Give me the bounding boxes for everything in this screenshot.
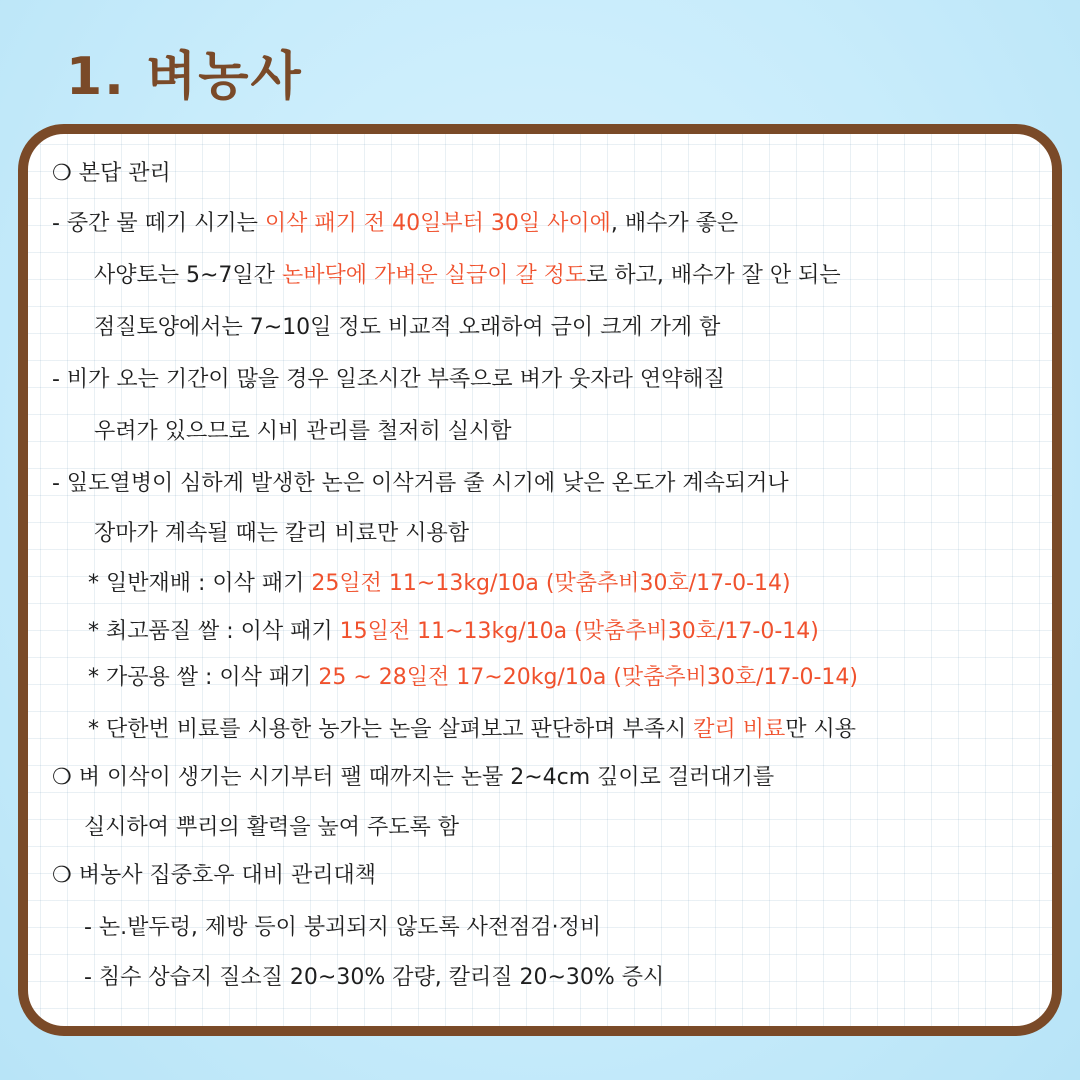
highlight-text: 25일전 11~13kg/10a (맞춤추비30호/17-0-14) (311, 571, 791, 596)
line-text: * 단한번 비료를 시용한 농가는 논을 살펴보고 판단하며 부족시 (88, 717, 694, 742)
text-line (84, 808, 459, 848)
highlight-text: 칼리 비료 (693, 717, 786, 742)
highlight-text: 논바닥에 가벼운 실금이 갈 정도 (281, 263, 587, 288)
line-text: * 일반재배 : 이삭 패기 (88, 571, 312, 596)
line-text: 만 시용 (785, 717, 857, 742)
text-line (84, 958, 664, 998)
line-text: * 가공용 쌀 : 이삭 패기 (88, 665, 319, 690)
text-line (94, 514, 469, 554)
text-line (94, 308, 720, 348)
section-heading-field-management (52, 154, 171, 194)
list-item-premium-rice (88, 612, 819, 652)
section-heading-water-management (52, 758, 774, 798)
highlight-text: 15일전 11~13kg/10a (맞춤추비30호/17-0-14) (339, 619, 819, 644)
line-text: 사양토는 5~7일간 (94, 263, 282, 288)
line-text: * 최고품질 쌀 : 이삭 패기 (88, 619, 340, 644)
line-text: - 침수 상습지 질소질 20~30% 감량, 칼리질 20~30% 증시 (84, 965, 665, 990)
line-text: ❍ 벼 이삭이 생기는 시기부터 팰 때까지는 논물 2~4cm 깊이로 걸러대기를 (52, 765, 775, 790)
text-line (52, 204, 738, 244)
text-line (84, 908, 601, 948)
highlight-text: 25 ~ 28일전 17~20kg/10a (맞춤추비30호/17-0-14) (318, 665, 858, 690)
content-card (18, 124, 1062, 1036)
text-line (52, 360, 725, 400)
line-text: - 논.밭두렁, 제방 등이 붕괴되지 않도록 사전점검·정비 (84, 915, 602, 940)
text-line (52, 464, 789, 504)
section-heading-heavy-rain (52, 856, 376, 896)
line-text: , 배수가 좋은 (610, 211, 739, 236)
line-text: 실시하여 뿌리의 활력을 높여 주도록 함 (84, 815, 459, 840)
line-text: 우려가 있으므로 시비 관리를 철저히 실시함 (94, 419, 512, 444)
text-line (94, 412, 512, 452)
list-item-general-cultivation (88, 564, 791, 604)
line-text: 로 하고, 배수가 잘 안 되는 (586, 263, 841, 288)
line-text: - 비가 오는 기간이 많을 경우 일조시간 부족으로 벼가 웃자라 연약해질 (52, 367, 725, 392)
line-text: - 잎도열병이 심하게 발생한 논은 이삭거름 줄 시기에 낮은 온도가 계속되거나 (52, 471, 789, 496)
list-item-single-fertilizer (88, 710, 856, 750)
text-line (94, 256, 841, 296)
line-text: 점질토양에서는 7~10일 정도 비교적 오래하여 금이 크게 가게 함 (94, 315, 721, 340)
highlight-text: 이삭 패기 전 40일부터 30일 사이에 (264, 211, 611, 236)
page-title: 1. 벼농사 (66, 47, 303, 107)
line-text: ❍ 본답 관리 (52, 161, 171, 186)
list-item-processing-rice (88, 658, 858, 698)
line-text: - 중간 물 떼기 시기는 (52, 211, 265, 236)
line-text: 장마가 계속될 때는 칼리 비료만 시용함 (94, 521, 469, 546)
line-text: ❍ 벼농사 집중호우 대비 관리대책 (52, 863, 376, 888)
